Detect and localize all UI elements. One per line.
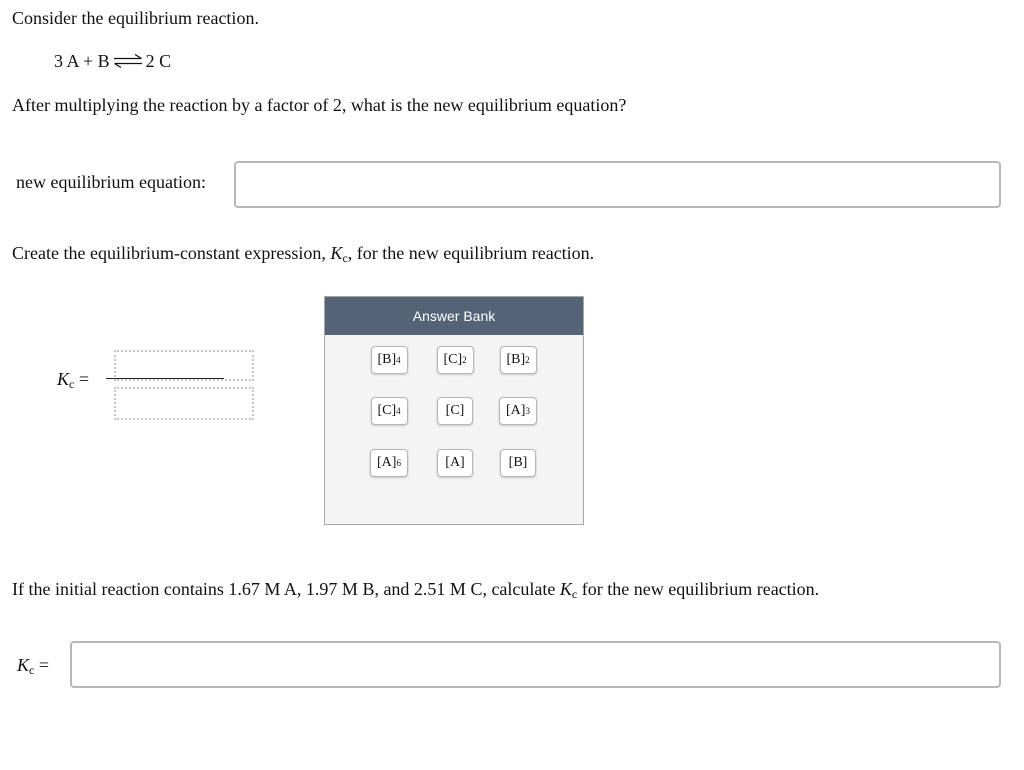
denominator-drop-zone[interactable] (114, 387, 254, 420)
answer-chip-exponent: 2 (462, 355, 467, 365)
answer-chip-base: [B] (508, 455, 528, 470)
answer-bank (324, 296, 584, 525)
reaction-products: 2 C (145, 51, 172, 71)
answer-chip-base: [C] (443, 352, 463, 367)
fraction-bar (106, 378, 224, 379)
answer-chip-exponent: 3 (525, 406, 530, 416)
question-2-text: Create the equilibrium-constant expression, $K_c$, for the new equilibrium reaction. (12, 243, 595, 265)
answer-chip[interactable] (437, 397, 473, 425)
answer-chip-base: [B] (377, 352, 397, 367)
reaction-equation (54, 52, 171, 70)
intro-text: Consider the equilibrium reaction. (12, 8, 259, 28)
answer-chip-base: [A] (506, 403, 526, 418)
equation-input[interactable] (234, 161, 1001, 208)
answer-chip-base: [B] (506, 352, 526, 367)
answer-chip[interactable] (500, 449, 536, 477)
answer-chip-base: [C] (445, 403, 465, 418)
kc-expression-label: $K_c$ = (57, 369, 89, 391)
kc-answer-label: $K_c$ = (17, 655, 49, 677)
answer-chip[interactable] (499, 397, 537, 425)
answer-chip[interactable] (437, 449, 473, 477)
reaction-reactants: 3 A + B (54, 51, 110, 71)
answer-chip[interactable] (371, 346, 408, 374)
answer-chip-exponent: 4 (396, 355, 401, 365)
answer-chip[interactable] (371, 397, 408, 425)
answer-chip-exponent: 4 (396, 406, 401, 416)
answer-chip-exponent: 2 (525, 355, 530, 365)
answer-chip[interactable] (370, 449, 408, 477)
kc-value-input[interactable] (70, 641, 1001, 688)
answer-chip[interactable] (500, 346, 537, 374)
question-3-text: If the initial reaction contains 1.67 M A, 1.97 M B, and 2.51 M C, calculate $K_c$ for the new equilibrium reaction. (12, 579, 820, 601)
answer-chip-base: [C] (377, 403, 397, 418)
equation-field-label: new equilibrium equation: (16, 172, 206, 192)
question-1-text: After multiplying the reaction by a factor of 2, what is the new equilibrium equation? (12, 95, 627, 115)
numerator-drop-zone[interactable] (114, 350, 254, 381)
answer-chip[interactable] (437, 346, 474, 374)
equilibrium-arrows-icon (113, 54, 143, 68)
answer-bank-title: Answer Bank (325, 297, 583, 335)
answer-chip-base: [A] (377, 455, 397, 470)
answer-chip-base: [A] (445, 455, 465, 470)
answer-chip-exponent: 6 (396, 458, 401, 468)
